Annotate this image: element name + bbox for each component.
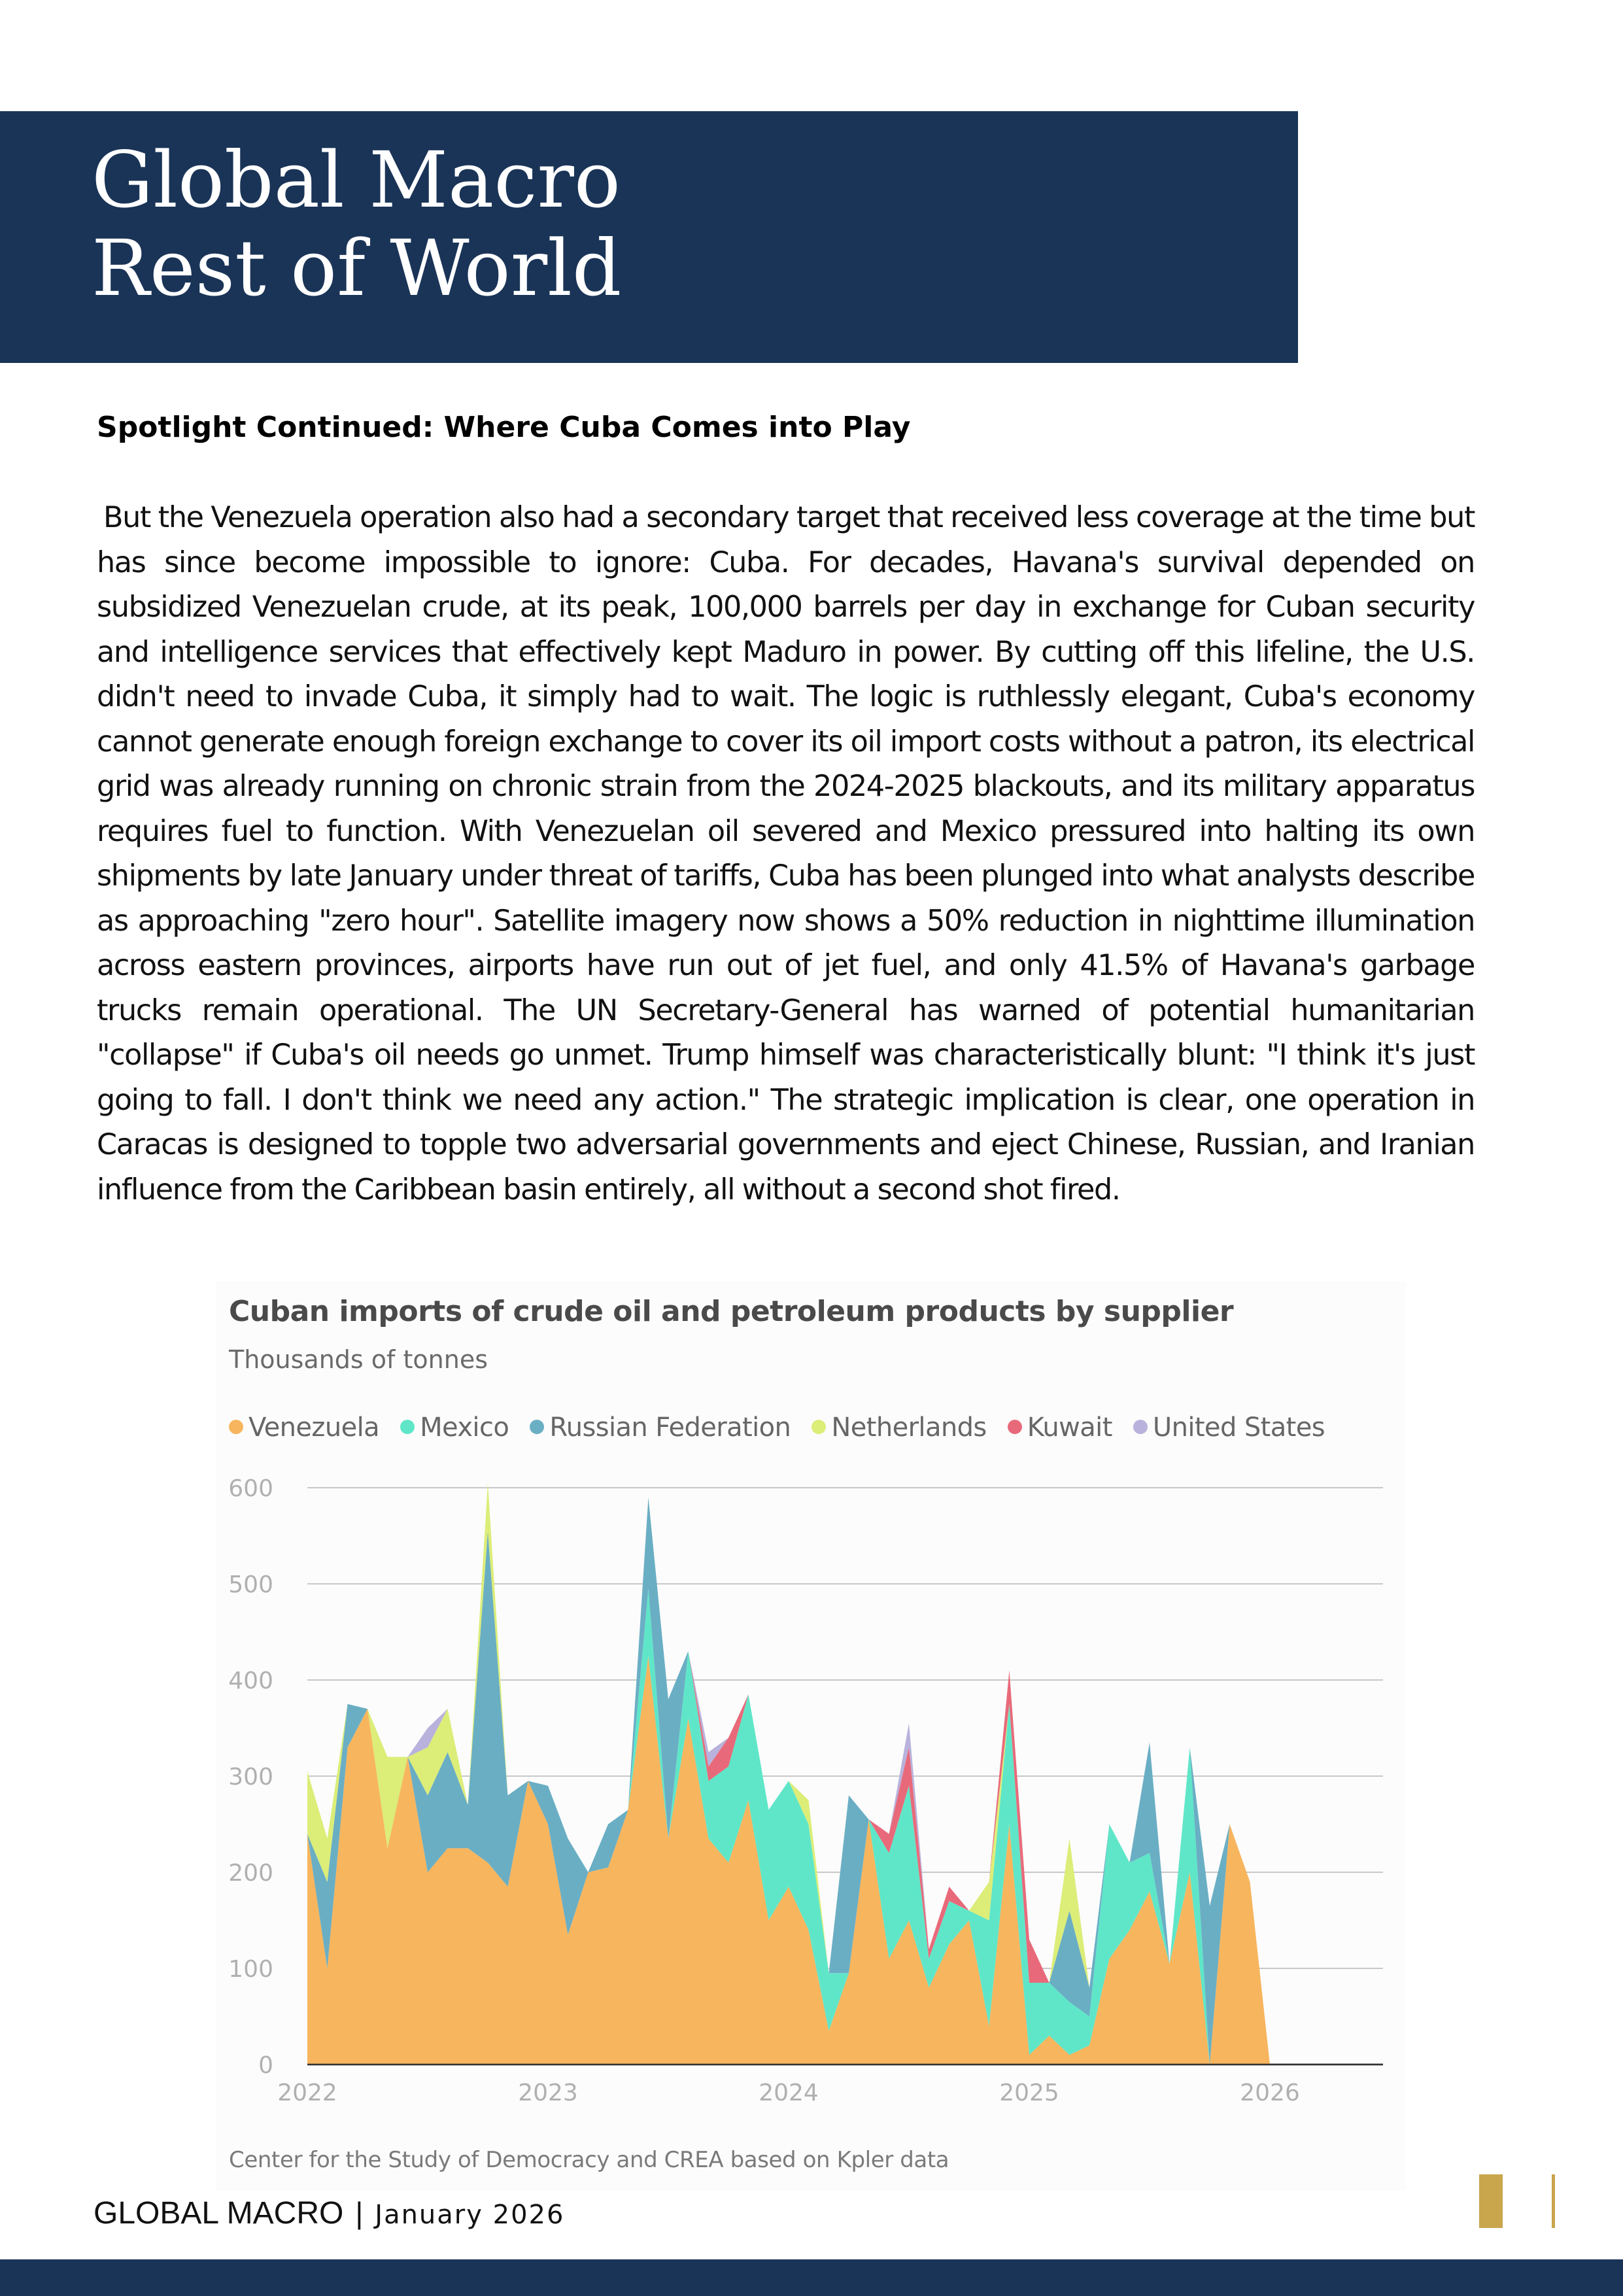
report-title-line2: Rest of World (92, 223, 622, 313)
header-banner (0, 111, 1298, 363)
report-title (92, 136, 621, 313)
y-tick-label: 100 (228, 1956, 273, 1983)
x-tick-label: 2025 (999, 2080, 1059, 2106)
x-tick-label: 2024 (759, 2080, 819, 2106)
footer-date: January 2026 (375, 2200, 565, 2230)
chart-title: Cuban imports of crude oil and petroleum products by supplier (229, 1295, 1234, 1328)
y-tick-label: 400 (228, 1668, 273, 1694)
y-tick-label: 600 (228, 1475, 273, 1502)
footer-bar (0, 2259, 1623, 2296)
chart-subtitle: Thousands of tonnes (229, 1345, 488, 1374)
chart-source: Center for the Study of Democracy and CREA based on Kpler data (229, 2147, 949, 2173)
y-tick-label: 0 (258, 2052, 273, 2079)
report-title-line1: Global Macro (92, 135, 621, 225)
x-tick-label: 2023 (518, 2080, 578, 2106)
y-tick-label: 300 (228, 1764, 273, 1791)
y-tick-label: 500 (228, 1571, 273, 1598)
legend-label: Netherlands (831, 1413, 987, 1443)
footer-separator: | (355, 2196, 364, 2230)
section-heading: Spotlight Continued: Where Cuba Comes into Play (97, 411, 911, 444)
legend-label: United States (1152, 1413, 1325, 1443)
body-paragraph: But the Venezuela operation also had a secondary target that received less coverage at the time but has since become impossible to ignore: Cuba. For decades, Havana's survival depended on subsidized Venezuelan crude, at its peak, 100,000 barrels per day in exchange for Cuban security and intelligence services that effectively kept Maduro in power. By cutting off this lifeline, the U.S. didn't need to invade Cuba, it simply had to wait. The logic is ruthlessly elegant, Cuba's economy cannot generate enough foreign exchange to cover its oil import costs without a patron, its electrical grid was already running on chronic strain from the 2024-2025 blackouts, and its military apparatus requires fuel to function. With Venezuelan oil severed and Mexico pressured into halting its own shipments by late January under threat of tariffs, Cuba has been plunged into what analysts describe as approaching "zero hour". Satellite imagery now shows a 50% reduction in nighttime illumination across eastern provinces, airports have run out of jet fuel, and only 41.5% of Havana's garbage trucks remain operational. The UN Secretary-General has warned of potential humanitarian "collapse" if Cuba's oil needs go unmet. Trump himself was characteristically blunt: "I think it's just going to fall. I don't think we need any action." The strategic implication is clear, one operation in Caracas is designed to topple two adversarial governments and eject Chinese, Russian, and Iranian influence from the Caribbean basin entirely, all without a second shot fired. (97, 501, 1475, 1207)
footer-publication: GLOBAL MACRO (94, 2196, 344, 2231)
x-tick-label: 2022 (277, 2080, 337, 2106)
x-tick-label: 2026 (1240, 2080, 1300, 2106)
footer (94, 2195, 564, 2231)
legend-label: Kuwait (1027, 1413, 1112, 1443)
chart-container (216, 1282, 1406, 2191)
y-tick-label: 200 (228, 1860, 273, 1887)
legend-label: Venezuela (248, 1413, 380, 1443)
legend-label: Russian Federation (549, 1413, 791, 1443)
gold-accent-line (1552, 2174, 1555, 2228)
gold-accent-block (1479, 2174, 1503, 2228)
chart-plot (216, 1282, 1406, 2191)
legend-label: Mexico (420, 1413, 509, 1443)
